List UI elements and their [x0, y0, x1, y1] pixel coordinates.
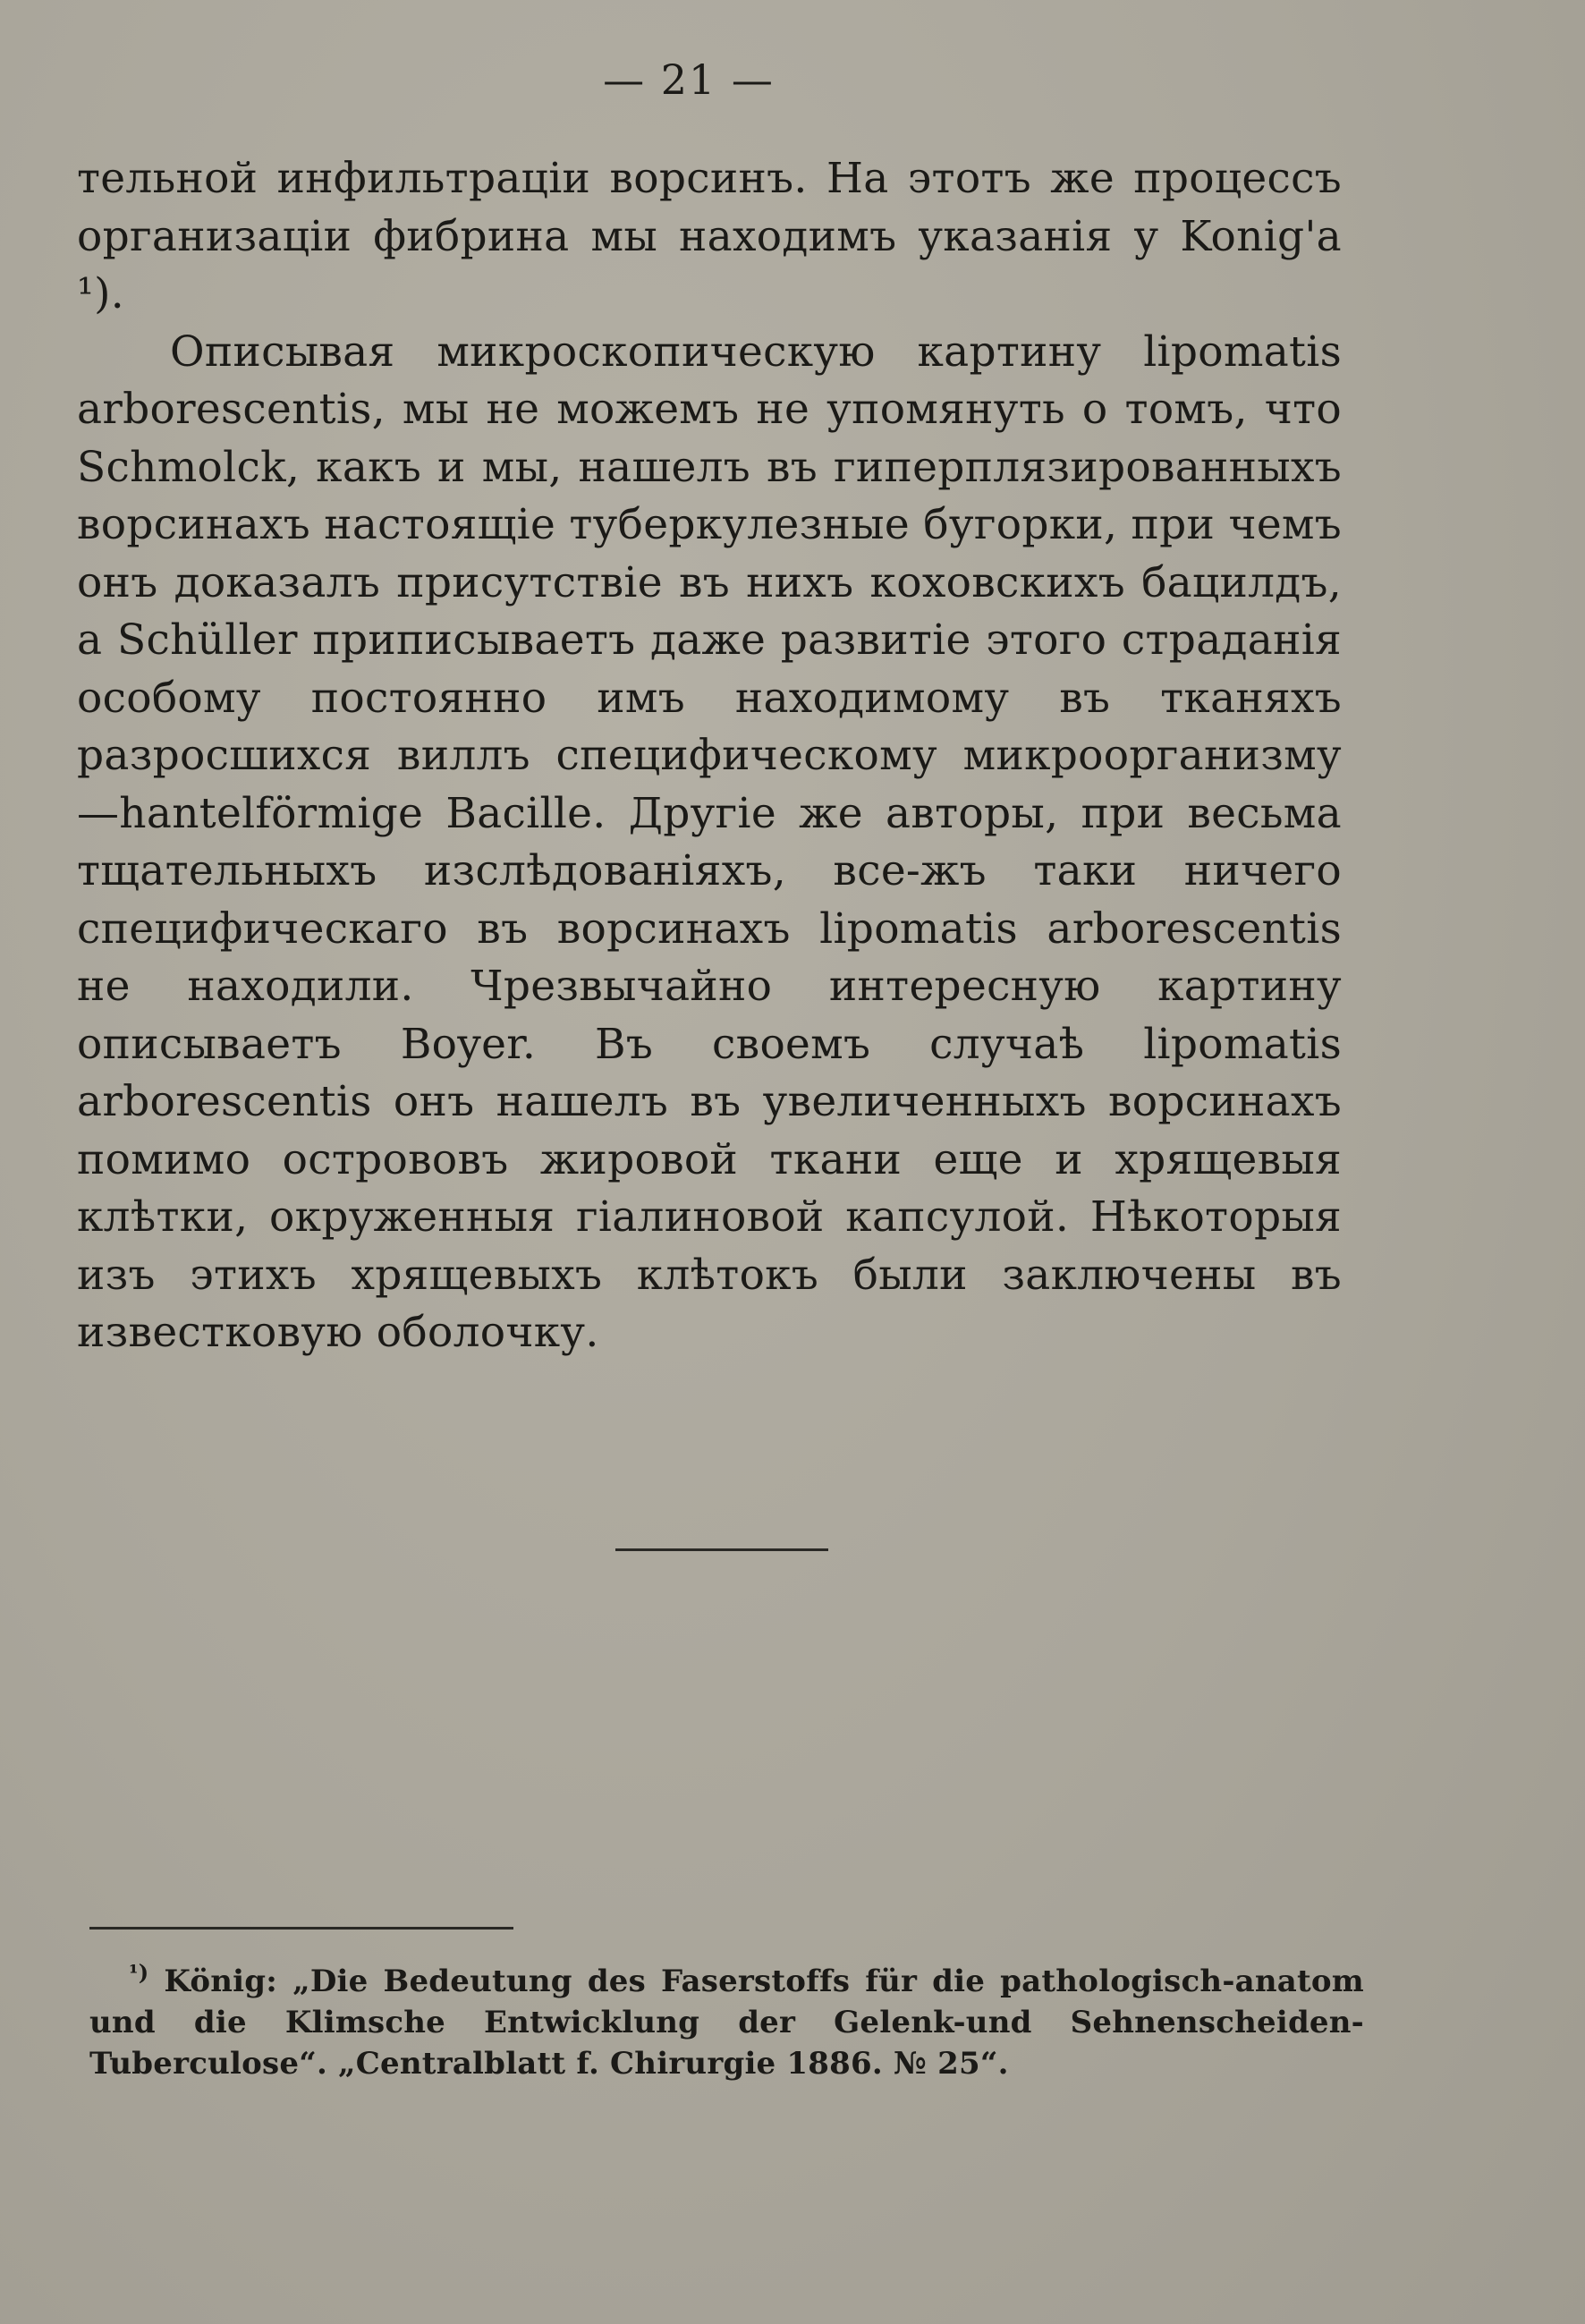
footnote	[89, 1961, 1364, 2084]
footnote-marker: ¹)	[129, 1959, 149, 1986]
footnote-divider	[89, 1927, 513, 1930]
section-divider	[615, 1548, 828, 1551]
paragraph-1: тельной инфильтраціи ворсинъ. На этотъ же процессъ организаціи фибрина мы находимъ указанія у Konig'a ¹).	[77, 154, 1342, 318]
page-number: — 21 —	[603, 55, 775, 104]
footnote-text: König: „Die Bedeutung des Faserstoffs für die pathologisch-anatom und die Klimsche Entwicklung der Gelenk-und Sehnenscheiden-Tuberculose“. „Centralblatt f. Chirurgie 1886. № 25“.	[89, 1964, 1364, 2082]
paragraph-2: Описывая микроскопическую картину lipomatis arborescentis, мы не можемъ не упомянуть о томъ, что Schmolck, какъ и мы, нашелъ въ гиперплязированныхъ ворсинахъ настоящіе туберкулезные бугорки, при чемъ онъ доказалъ присутствіе въ нихъ коховскихъ бацилдъ, а Schüller приписываетъ даже развитіе этого страданія особому постоянно имъ находимому въ тканяхъ разросшихся виллъ специфическому микроорганизму—hantelförmige Bacille. Другіе же авторы, при весьма тщательныхъ изслѣдованіяхъ, все-жъ таки ничего специфическаго въ ворсинахъ lipomatis arborescentis не находили. Чрезвычайно интересную картину описываетъ Boyer. Въ своемъ случаѣ lipomatis arborescentis онъ нашелъ въ увеличенныхъ ворсинахъ помимо острововъ жировой ткани еще и хрящевыя клѣтки, окруженныя гіалиновой капсулой. Нѣкоторыя изъ этихъ хрящевыхъ клѣтокъ были заключены въ известковую оболочку.	[77, 327, 1342, 1357]
main-text	[77, 150, 1342, 1362]
